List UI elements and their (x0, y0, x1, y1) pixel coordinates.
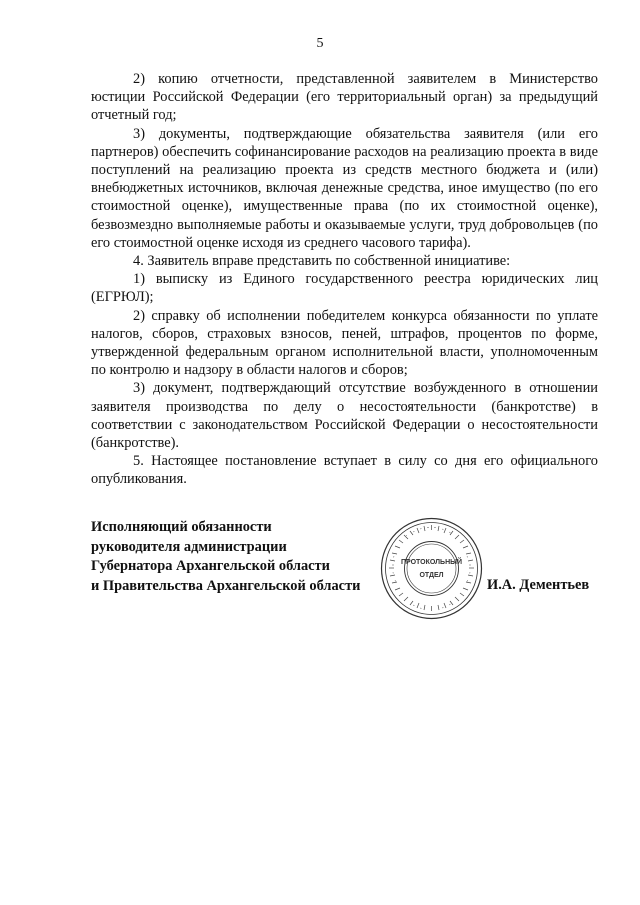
svg-text:ОТДЕЛ: ОТДЕЛ (419, 572, 444, 579)
page-number: 5 (316, 36, 324, 51)
paragraph-bankruptcy-document: 3) документ, подтверждающий отсутствие возбужденного в отношении заявителя производства по делу о несостоятельности (банкротстве) в соответствии с законодательством Российской Федерации о несостоятельности (банкротстве). (91, 380, 598, 452)
svg-text:ПРОТОКОЛЬНЫЙ: ПРОТОКОЛЬНЫЙ (400, 559, 463, 566)
paragraph-tax-certificate: 2) справку об исполнении победителем конкурса обязанности по уплате налогов, сборов, страховых взносов, пеней, штрафов, процентов по форме, утвержденной федеральным органом исполнительной власти, уполномоченным по контролю и надзору в области налогов и сборов; (91, 307, 598, 379)
official-seal-stamp (379, 516, 484, 621)
paragraph-clause-4: 4. Заявитель вправе представить по собственной инициативе: (133, 253, 511, 270)
signatory-name: И.А. Дементьев (487, 577, 590, 593)
paragraph-copy-of-report: 2) копию отчетности, представленной заявителем в Министерство юстиции Российской Федерации (его территориальный орган) за предыдущий отчетный год; (91, 71, 598, 124)
signatory-title-line: и Правительства Архангельской области (91, 577, 361, 594)
signatory-title-line: Губернатора Архангельской области (91, 558, 330, 574)
signatory-title-line: руководителя администрации (91, 538, 287, 555)
paragraph-cofinancing-documents: 3) документы, подтверждающие обязательства заявителя (или его партнеров) обеспечить софинансирование расходов на реализацию проекта в виде поступлений на реализацию проекта из средств местного бюджета и (или) внебюджетных источников, включая денежные средства, иное имущество (по его стоимостной оценке), имущественные права (по их стоимостной оценке), безвозмездно выполняемые работы и оказываемые услуги, труд добровольцев (по его стоимостной оценке исходя из среднего часового тарифа). (91, 125, 598, 251)
paragraph-egrul-extract: 1) выписку из Единого государственного реестра юридических лиц (ЕГРЮЛ); (91, 271, 598, 306)
signature-block (91, 518, 611, 638)
signatory-title (91, 518, 360, 596)
paragraph-clause-5: 5. Настоящее постановление вступает в силу со дня его официального опубликования. (91, 453, 598, 488)
signatory-title-line: Исполняющий обязанности (91, 519, 272, 535)
document-body (91, 70, 598, 489)
